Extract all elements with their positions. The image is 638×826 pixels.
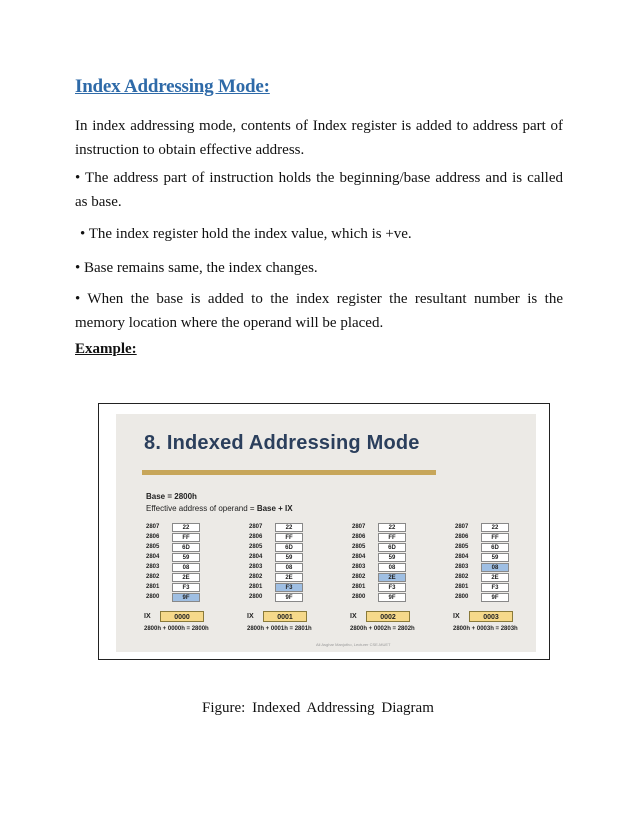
memory-value: 22 xyxy=(481,523,509,532)
memory-address: 2806 xyxy=(249,534,263,540)
memory-row xyxy=(352,562,430,572)
memory-address: 2804 xyxy=(146,554,160,560)
memory-row xyxy=(146,542,224,552)
memory-row xyxy=(352,542,430,552)
memory-address: 2802 xyxy=(455,574,469,580)
memory-address: 2805 xyxy=(455,544,469,550)
ix-label: IX xyxy=(247,613,254,620)
memory-table xyxy=(352,522,430,602)
memory-row xyxy=(146,572,224,582)
memory-value: FF xyxy=(172,533,200,542)
memory-address: 2804 xyxy=(455,554,469,560)
memory-value: FF xyxy=(481,533,509,542)
memory-row xyxy=(352,532,430,542)
memory-row xyxy=(146,552,224,562)
memory-value-highlighted: F3 xyxy=(275,583,303,592)
paragraph-bullet-index: • The index register hold the index value, which is +ve. xyxy=(80,226,412,242)
paragraph-bullet-result: • When the base is added to the index register the resultant number is the memory location where the operand will be placed. xyxy=(75,291,563,331)
memory-address: 2800 xyxy=(146,594,160,600)
memory-value: 59 xyxy=(378,553,406,562)
memory-address: 2804 xyxy=(352,554,366,560)
memory-table xyxy=(455,522,533,602)
memory-address: 2802 xyxy=(249,574,263,580)
memory-value: F3 xyxy=(378,583,406,592)
figure-title-underline xyxy=(142,470,436,475)
paragraph-bullet-same: • Base remains same, the index changes. xyxy=(75,260,318,276)
memory-row xyxy=(146,532,224,542)
memory-address: 2800 xyxy=(455,594,469,600)
memory-value: 59 xyxy=(172,553,200,562)
memory-address: 2805 xyxy=(352,544,366,550)
paragraph-intro: In index addressing mode, contents of Index register is added to address part of instruction to obtain effective address. xyxy=(75,118,563,158)
memory-value: F3 xyxy=(481,583,509,592)
memory-row xyxy=(455,592,533,602)
memory-row xyxy=(352,572,430,582)
memory-value: 08 xyxy=(172,563,200,572)
memory-address: 2807 xyxy=(249,524,263,530)
memory-value: 6D xyxy=(378,543,406,552)
memory-value: 9F xyxy=(481,593,509,602)
address-equation: 2800h + 0001h = 2801h xyxy=(247,626,312,632)
memory-address: 2801 xyxy=(146,584,160,590)
memory-row xyxy=(455,522,533,532)
memory-address: 2803 xyxy=(146,564,160,570)
memory-address: 2807 xyxy=(455,524,469,530)
memory-value: 22 xyxy=(172,523,200,532)
memory-row xyxy=(249,522,327,532)
memory-row xyxy=(249,562,327,572)
figure-caption: Figure: Indexed Addressing Diagram xyxy=(202,700,434,716)
ix-value: 0003 xyxy=(469,611,513,622)
memory-address: 2806 xyxy=(352,534,366,540)
memory-row xyxy=(146,522,224,532)
memory-row xyxy=(455,552,533,562)
figure-base-text: Base = 2800h xyxy=(146,492,197,501)
memory-value: 2E xyxy=(481,573,509,582)
effective-prefix: Effective address of operand = xyxy=(146,504,257,513)
memory-row xyxy=(352,552,430,562)
memory-value: FF xyxy=(275,533,303,542)
memory-row xyxy=(352,582,430,592)
memory-value: 22 xyxy=(378,523,406,532)
memory-row xyxy=(249,592,327,602)
example-label: Example: xyxy=(75,341,137,357)
memory-value: 22 xyxy=(275,523,303,532)
memory-row xyxy=(455,582,533,592)
figure-frame xyxy=(98,403,550,660)
memory-value: 08 xyxy=(378,563,406,572)
figure-credit: Ali Asghar Manjotho, Lecturer CSE-MUET xyxy=(316,642,391,647)
memory-address: 2804 xyxy=(249,554,263,560)
memory-row xyxy=(352,522,430,532)
memory-row xyxy=(146,592,224,602)
ix-value: 0002 xyxy=(366,611,410,622)
memory-row xyxy=(455,562,533,572)
memory-row xyxy=(249,572,327,582)
memory-address: 2805 xyxy=(249,544,263,550)
memory-row xyxy=(455,532,533,542)
memory-value: 6D xyxy=(481,543,509,552)
figure-title: 8. Indexed Addressing Mode xyxy=(144,432,420,454)
memory-value-highlighted: 08 xyxy=(481,563,509,572)
memory-address: 2801 xyxy=(352,584,366,590)
memory-row xyxy=(455,542,533,552)
memory-address: 2803 xyxy=(455,564,469,570)
memory-address: 2802 xyxy=(352,574,366,580)
memory-row xyxy=(146,582,224,592)
memory-value: 6D xyxy=(172,543,200,552)
memory-address: 2801 xyxy=(249,584,263,590)
memory-value: 08 xyxy=(275,563,303,572)
address-equation: 2800h + 0002h = 2802h xyxy=(350,626,415,632)
memory-value: 9F xyxy=(275,593,303,602)
memory-value: 2E xyxy=(172,573,200,582)
figure-slide xyxy=(116,414,536,652)
memory-address: 2802 xyxy=(146,574,160,580)
memory-value: 59 xyxy=(275,553,303,562)
memory-row xyxy=(455,572,533,582)
memory-address: 2807 xyxy=(352,524,366,530)
memory-row xyxy=(352,592,430,602)
memory-address: 2807 xyxy=(146,524,160,530)
memory-value: 2E xyxy=(275,573,303,582)
memory-value-highlighted: 9F xyxy=(172,593,200,602)
memory-row xyxy=(249,582,327,592)
memory-address: 2803 xyxy=(249,564,263,570)
memory-value: FF xyxy=(378,533,406,542)
memory-address: 2805 xyxy=(146,544,160,550)
memory-row xyxy=(146,562,224,572)
memory-address: 2803 xyxy=(352,564,366,570)
figure-effective-address-text xyxy=(146,504,293,513)
memory-value: 9F xyxy=(378,593,406,602)
address-equation: 2800h + 0003h = 2803h xyxy=(453,626,518,632)
ix-value: 0001 xyxy=(263,611,307,622)
paragraph-bullet-base: • The address part of instruction holds the beginning/base address and is called as base. xyxy=(75,170,563,210)
memory-row xyxy=(249,532,327,542)
ix-label: IX xyxy=(350,613,357,620)
memory-table xyxy=(146,522,224,602)
memory-value: 6D xyxy=(275,543,303,552)
memory-address: 2806 xyxy=(146,534,160,540)
ix-label: IX xyxy=(453,613,460,620)
memory-row xyxy=(249,542,327,552)
memory-table xyxy=(249,522,327,602)
memory-row xyxy=(249,552,327,562)
ix-value: 0000 xyxy=(160,611,204,622)
memory-address: 2800 xyxy=(249,594,263,600)
memory-address: 2801 xyxy=(455,584,469,590)
memory-address: 2800 xyxy=(352,594,366,600)
effective-formula: Base + IX xyxy=(256,504,293,513)
memory-value: 59 xyxy=(481,553,509,562)
ix-label: IX xyxy=(144,613,151,620)
memory-address: 2806 xyxy=(455,534,469,540)
section-heading: Index Addressing Mode: xyxy=(75,76,270,97)
memory-value-highlighted: 2E xyxy=(378,573,406,582)
memory-value: F3 xyxy=(172,583,200,592)
address-equation: 2800h + 0000h = 2800h xyxy=(144,626,209,632)
